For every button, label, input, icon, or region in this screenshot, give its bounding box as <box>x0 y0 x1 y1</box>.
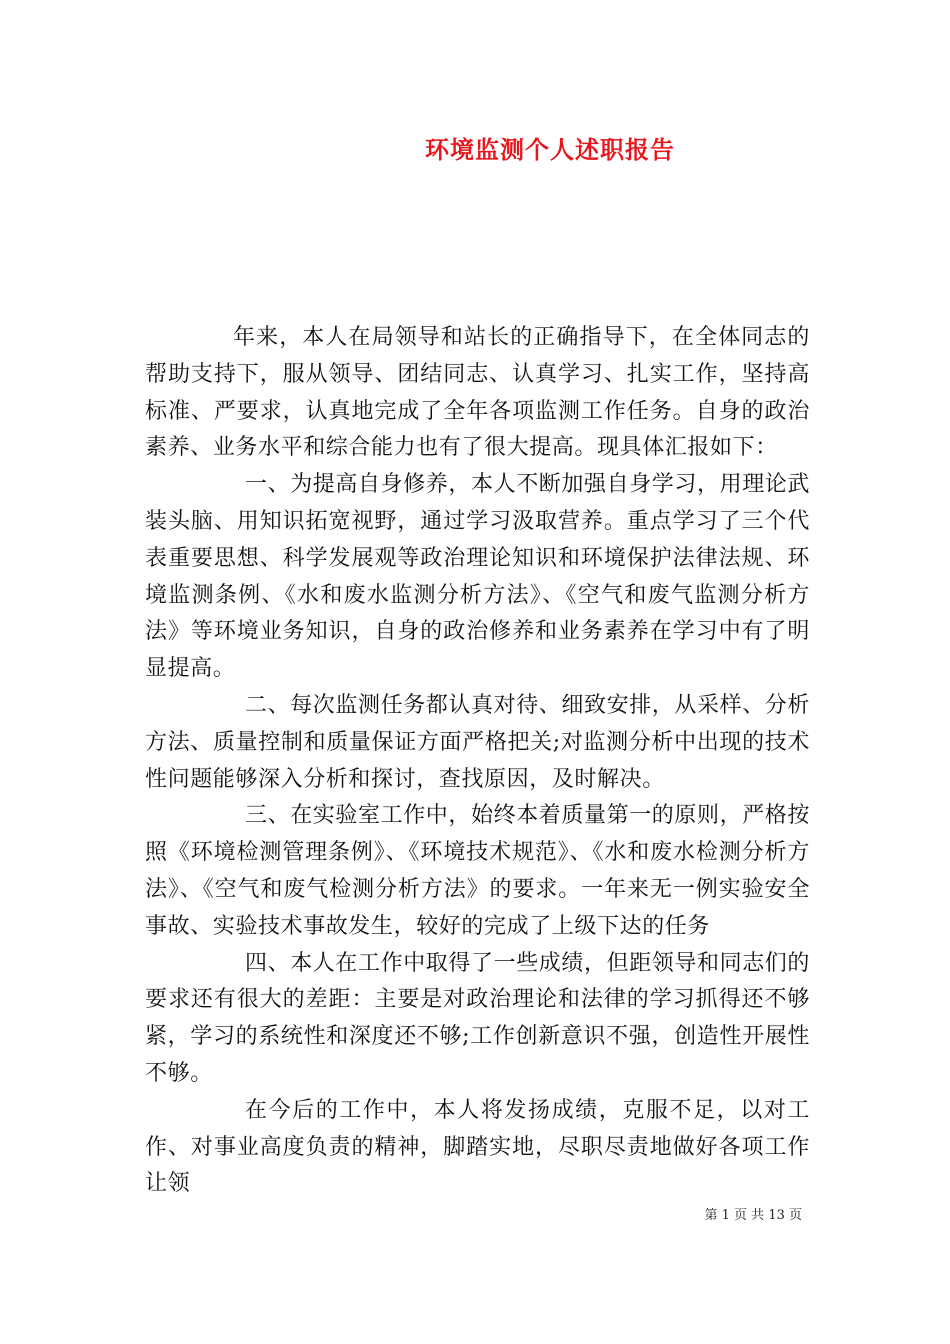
paragraph-item-3: 三、在实验室工作中，始终本着质量第一的原则，严格按照《环境检测管理条例》、《环境技术规范》、《水和废水检测分析方法》、《空气和废气检测分析方法》的要求。一年来无一例实验安全事故、实验技术事故发生，较好的完成了上级下达的任务 <box>145 803 811 939</box>
paragraph-intro: 年来，本人在局领导和站长的正确指导下，在全体同志的帮助支持下，服从领导、团结同志、认真学习、扎实工作，坚持高标准、严要求，认真地完成了全年各项监测工作任务。自身的政治素养、业务水平和综合能力也有了很大提高。现具体汇报如下： <box>145 325 810 461</box>
paragraph-item-1: 一、为提高自身修养，本人不断加强自身学习，用理论武装头脑、用知识拓宽视野，通过学习汲取营养。重点学习了三个代表重要思想、科学发展观等政治理论知识和环境保护法律法规、环境监测条例、《水和废水监测分析方法》、《空气和废气监测分析方法》等环境业务知识，自身的政治修养和业务素养在学习中有了明显提高。 <box>145 472 811 682</box>
paragraph-conclusion: 在今后的工作中，本人将发扬成绩，克服不足，以对工作、对事业高度负责的精神，脚踏实地，尽职尽责地做好各项工作让领 <box>145 1097 810 1197</box>
page-number: 第 1 页 共 13 页 <box>704 1208 802 1223</box>
paragraph-item-2: 二、每次监测任务都认真对待、细致安排，从采样、分析方法、质量控制和质量保证方面严格把关;对监测分析中出现的技术性问题能够深入分析和探讨，查找原因，及时解决。 <box>145 692 811 792</box>
document-body <box>145 320 810 1203</box>
document-title: 环境监测个人述职报告 <box>425 135 675 164</box>
paragraph-item-4: 四、本人在工作中取得了一些成绩，但距领导和同志们的要求还有很大的差距：主要是对政治理论和法律的学习抓得还不够紧，学习的系统性和深度还不够;工作创新意识不强，创造性开展性不够。 <box>145 950 811 1086</box>
